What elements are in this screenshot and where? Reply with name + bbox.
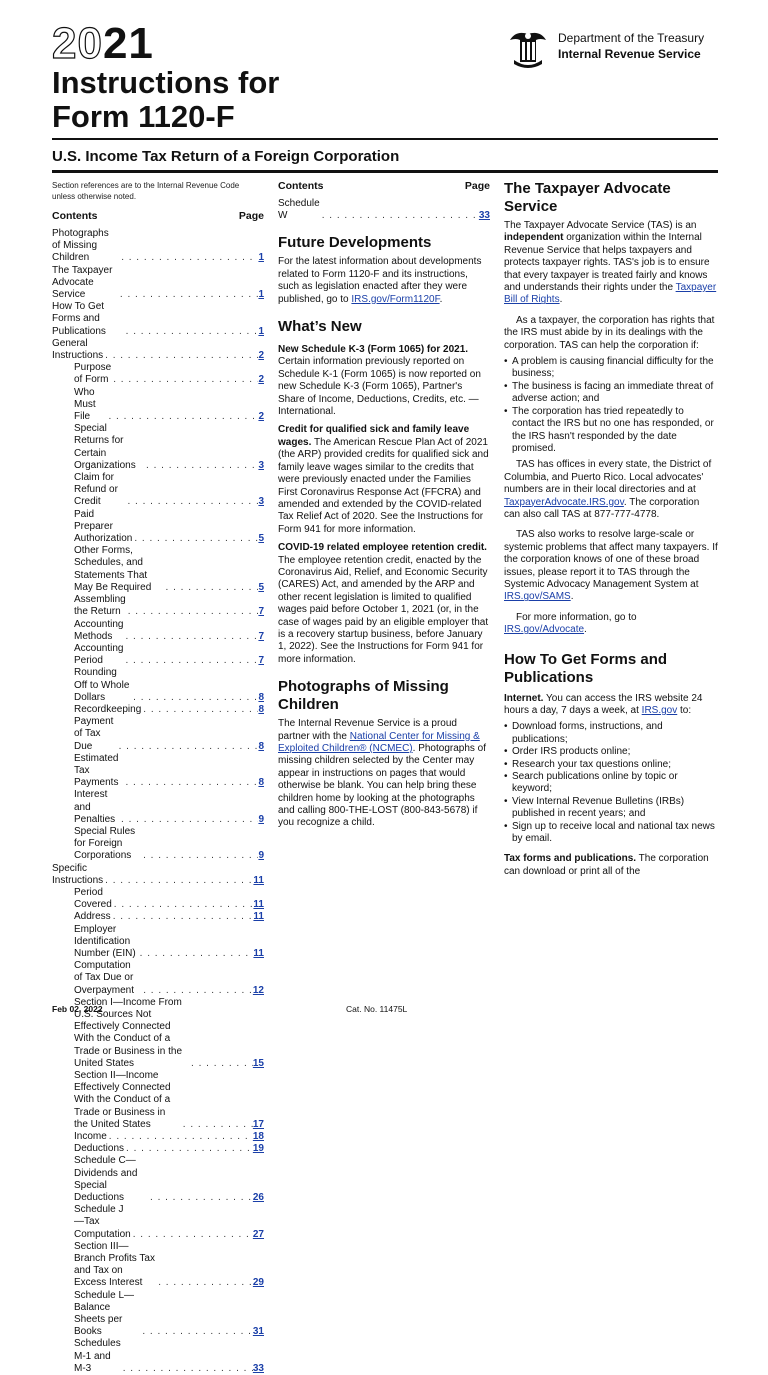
service-name: Internal Revenue Service — [558, 47, 701, 61]
toc-entry[interactable] — [52, 338, 264, 362]
toc-entry-label: Accounting Methods — [74, 618, 124, 642]
toc-entry-label: Section III—Branch Profits Tax and Tax on Excess Interest — [74, 1240, 155, 1289]
ncmec-link[interactable]: National Center for Missing & Exploited Children® (NCMEC) — [278, 730, 480, 754]
toc-page-link[interactable]: 5 — [258, 533, 264, 545]
toc-header: Contents Page — [52, 210, 264, 222]
leader-dots — [103, 875, 253, 887]
leader-dots — [156, 1277, 253, 1289]
toc-entry-label: Photographs of Missing Children — [52, 228, 109, 264]
column-middle — [278, 180, 490, 834]
footer-date: Feb 02, 2022 — [52, 1004, 103, 1014]
toc-page-link[interactable]: 29 — [252, 1277, 264, 1289]
toc-page-link[interactable]: 33 — [478, 210, 490, 222]
toc-entry-label: Income — [74, 1131, 107, 1143]
toc-entry[interactable] — [52, 472, 264, 509]
heading-taxpayer-advocate: The Taxpayer Advocate Service — [504, 180, 671, 215]
toc-entry-label: Schedule L—Balance Sheets per Books — [74, 1289, 135, 1338]
list-item: • A problem is causing financial difficulty for the business; — [504, 356, 718, 381]
toc-page-link[interactable]: 31 — [252, 1326, 264, 1338]
heading-get-forms: How To Get Forms and Publications — [504, 650, 668, 686]
leader-dots — [320, 210, 479, 222]
toc-page-link[interactable]: 9 — [258, 850, 264, 862]
toc-entry-label: Period Covered — [74, 886, 112, 911]
toc-page-link[interactable]: 2 — [258, 350, 264, 362]
list-item: • Search publications online by topic or keyword; — [504, 771, 718, 796]
toc-entry-label: Employer Identification Number (EIN) — [74, 923, 136, 959]
toc-header: Contents Page — [278, 180, 490, 192]
toc-entry[interactable] — [52, 509, 264, 546]
leader-dots — [132, 533, 258, 545]
toc-page-link[interactable]: 8 — [258, 740, 264, 752]
list-item: • Order IRS products online; — [504, 746, 718, 758]
toc-page-link[interactable]: 19 — [252, 1143, 264, 1155]
toc-entry-label: Special Returns for Certain Organizations — [74, 423, 136, 471]
toc-page-link[interactable]: 7 — [258, 606, 264, 618]
leader-dots — [140, 1326, 253, 1338]
toc-page-link[interactable]: 17 — [252, 1118, 264, 1130]
page-title: Instructions for Form 1120-F — [52, 65, 280, 134]
toc-entry[interactable] — [52, 887, 264, 911]
toc-entry[interactable] — [52, 619, 264, 643]
tas-paragraph: The Taxpayer Advocate Service (TAS) is an independent organization within the Internal Revenue Service that helps taxpayers and protects taxpayer rights. TAS's job is to ensure that every taxpayer is treated fairly and knows and understands their rights under the Taxpayer Bill of Rights. — [504, 220, 717, 306]
list-item: • Sign up to receive local and national tax news by email. — [504, 821, 718, 846]
toc-entry[interactable] — [52, 228, 264, 265]
tas-paragraph: As a taxpayer, the corporation has rights that the IRS must abide by in its dealings with the corporation. TAS can help the corporation if: — [504, 314, 715, 351]
column-contents — [52, 180, 264, 1375]
leader-dots — [107, 411, 259, 423]
toc-entry-label: Claim for Refund or Credit — [74, 472, 118, 508]
toc-page-link[interactable]: 1 — [258, 325, 264, 337]
whats-new-item: Credit for qualified sick and family leave wages. The American Rescue Plan Act of 2021 (the ARP) provided credits for qualified sick and family leave wages similar to the credits that were previously enacted under the Families First Coronavirus Response Act (FFCRA) and amended and extended by the COVID-related Tax Relief Act of 2020. See the Instructions for Form 941 for more information. — [278, 424, 489, 535]
toc-entry[interactable] — [52, 704, 264, 716]
toc-entry-label: Who Must File — [74, 386, 96, 423]
toc-entry[interactable] — [52, 594, 264, 618]
dept-name: Department of the Treasury — [558, 31, 705, 45]
toc-entry[interactable] — [52, 265, 264, 302]
toc-entry[interactable] — [52, 301, 264, 338]
catalog-number: Cat. No. 11475L — [346, 1004, 408, 1014]
leader-dots — [138, 948, 254, 960]
tas-paragraph: TAS has offices in every state, the District of Columbia, and Puerto Rico. Local advocates' numbers are in their local directories and at TaxpayerAdvocate.IRS.gov. The corporation can also call TAS at 877-777-4778. — [504, 459, 712, 520]
toc-entry[interactable] — [52, 753, 264, 790]
toc-entry-label: Special Rules for Foreign Corporations — [74, 825, 136, 862]
irs-gov-link[interactable]: IRS.gov — [641, 705, 678, 716]
leader-dots — [103, 350, 258, 362]
toc-page-link[interactable]: 3 — [258, 459, 264, 471]
toc-page-link[interactable]: 8 — [258, 703, 264, 715]
toc-entry-label: Interest and Penalties — [74, 789, 116, 825]
toc-entry-label: Assembling the Return — [74, 594, 126, 618]
toc-page-link[interactable]: 1 — [258, 252, 264, 264]
toc-entry[interactable] — [52, 667, 264, 704]
toc-entry-label: Schedules M-1 and M-3 — [74, 1338, 121, 1374]
leader-dots — [117, 741, 259, 753]
toc-entry-label: Purpose of Form — [74, 362, 112, 386]
form1120f-link[interactable]: IRS.gov/Form1120F — [351, 293, 440, 305]
forms-paragraph: Internet. You can access the IRS website 24 hours a day, 7 days a week, at IRS.gov to: — [504, 692, 703, 716]
toc-entry[interactable] — [52, 1241, 264, 1290]
toc-entry[interactable] — [52, 826, 264, 863]
forms-list — [504, 721, 718, 845]
toc-entry[interactable] — [52, 1070, 264, 1131]
whats-new-item: New Schedule K-3 (Form 1065) for 2021. Certain information previously reported on Schedule K-1 (Form 1065) is now reported on new Schedule K-3 (Form 1065), Partner's Share of Income, Deductions, Credits, etc. — International. — [278, 344, 481, 418]
toc-entry[interactable] — [52, 960, 264, 997]
toc-entry[interactable] — [52, 1143, 264, 1155]
toc-entry[interactable] — [52, 545, 264, 594]
leader-dots — [181, 1119, 253, 1131]
whats-new-item: COVID-19 related employee retention credit. The employee retention credit, enacted by the Coronavirus Aid, Relief, and Economic Security (CARES) Act, and amended by the ARP and other recent legislation is limited to qualified wages paid before October 1, 2021 (or, in the case of wages paid by an eligible employer that is a recovery startup business, before January 1, 2022). See the Instructions for Form 941 for more information. — [278, 542, 489, 665]
leader-dots — [124, 1143, 253, 1155]
toc-entry[interactable] — [52, 716, 264, 753]
list-item: • View Internal Revenue Bulletins (IRBs) published in recent years; and — [504, 796, 718, 821]
table-of-contents-cont — [278, 198, 490, 222]
toc-entry[interactable] — [52, 911, 264, 923]
leader-dots — [121, 1363, 253, 1375]
toc-page-link[interactable]: 7 — [258, 655, 264, 667]
leader-dots — [111, 374, 258, 386]
toc-page-link[interactable]: 15 — [252, 1057, 264, 1069]
toc-entry-label: Recordkeeping — [74, 703, 142, 715]
leader-dots — [125, 496, 258, 508]
taxpayer-bill-of-rights-link[interactable]: Taxpayer Bill of Rights — [504, 282, 717, 306]
future-paragraph: For the latest information about developments related to Form 1120-F and its instructions, such as legislation enacted after they were published, go to IRS.gov/Form1120F. — [278, 256, 482, 305]
toc-entry[interactable] — [52, 1155, 264, 1204]
toc-page-link[interactable]: 11 — [253, 874, 264, 886]
toc-entry-label: Specific Instructions — [52, 862, 104, 886]
toc-entry-label: Accounting Period — [74, 642, 124, 667]
toc-entry[interactable] — [52, 789, 264, 826]
leader-dots — [118, 289, 259, 301]
divider — [52, 138, 718, 140]
toc-entry-label: Paid Preparer Authorization — [74, 508, 133, 545]
toc-page-link[interactable]: 5 — [258, 581, 264, 593]
toc-entry-label: Estimated Tax Payments — [74, 752, 119, 789]
toc-entry-label: Section II—Income Effectively Connected With the Conduct of a Trade or Business in the United States — [74, 1070, 171, 1130]
missing-children-paragraph: The Internal Revenue Service is a proud partner with the National Center for Missing & Exploited Children® (NCMEC). Photographs of missing children selected by the Center may appear in instructions on pages that would otherwise be blank. You can help bring these children home by looking at the photographs and calling 800-THE-LOST (800-843-5678) if you recognize a child. — [278, 718, 487, 829]
heading-missing-children: Photographs of Missing Children — [278, 678, 449, 714]
irs-header — [506, 26, 718, 70]
toc-entry-label: General Instructions — [52, 337, 104, 362]
toc-page-link[interactable]: 2 — [258, 374, 264, 386]
leader-dots — [124, 326, 259, 338]
toc-entry[interactable] — [52, 423, 264, 472]
toc-entry[interactable] — [52, 387, 264, 424]
toc-entry-label: Computation of Tax Due or Overpayment — [74, 960, 135, 996]
toc-entry[interactable] — [52, 1204, 264, 1241]
forms-paragraph: Tax forms and publications. The corporation can download or print all of the — [504, 853, 709, 877]
form-year: 2021 — [52, 19, 154, 68]
toc-entry-label: How To Get Forms and Publications — [52, 301, 106, 337]
tas-list — [504, 356, 718, 455]
toc-entry-label: Other Forms, Schedules, and Statements That May Be Required — [74, 545, 152, 593]
toc-entry-label: Schedule J—Tax Computation — [74, 1204, 131, 1240]
tas-paragraph: TAS also works to resolve large-scale or systemic problems that affect many taxpayers. If the corporation knows of one of these broad issues, please report it to TAS through the Systemic Advocacy Management System at IRS.gov/SAMS. — [504, 529, 718, 603]
leader-dots — [119, 814, 258, 826]
heading-whats-new: What’s New — [278, 318, 362, 336]
toc-entry[interactable] — [52, 1131, 264, 1143]
toc-page-link[interactable]: 7 — [258, 630, 264, 642]
toc-page-link[interactable]: 18 — [252, 1131, 264, 1143]
toc-page-link[interactable]: 11 — [253, 899, 264, 911]
toc-entry[interactable] — [52, 1290, 264, 1339]
toc-entry-label: Section I—Income From U.S. Sources Not Effectively Connected With the Conduct of a Trade or Business in the United States — [74, 996, 183, 1069]
leader-dots — [119, 252, 258, 264]
toc-page-link[interactable]: 2 — [258, 411, 264, 423]
list-item: • The business is facing an immediate threat of adverse action; and — [504, 381, 718, 406]
toc-entry-label: Payment of Tax Due — [74, 716, 114, 752]
toc-entry-label: Rounding Off to Whole Dollars — [74, 667, 130, 703]
toc-page-link[interactable]: 11 — [253, 947, 264, 959]
toc-entry-label: Deductions — [74, 1143, 125, 1155]
toc-entry-label: Schedule W — [278, 198, 320, 222]
list-item: • Download forms, instructions, and publications; — [504, 721, 718, 746]
tas-paragraph: For more information, go to IRS.gov/Advocate. — [504, 611, 637, 636]
leader-dots — [107, 1131, 253, 1143]
column-right — [504, 180, 718, 882]
toc-entry[interactable] — [52, 643, 264, 667]
toc-entry-label: The Taxpayer Advocate Service — [52, 264, 113, 301]
page-subtitle: U.S. Income Tax Return of a Foreign Corporation — [52, 148, 400, 165]
toc-page-link[interactable]: 1 — [258, 289, 264, 301]
divider — [52, 170, 718, 173]
toc-entry[interactable] — [52, 863, 264, 887]
leader-dots — [189, 1058, 253, 1070]
list-item: • Research your tax questions online; — [504, 759, 718, 771]
leader-dots — [141, 985, 253, 997]
toc-page-link[interactable]: 3 — [258, 496, 264, 508]
toc-page-link[interactable]: 33 — [252, 1362, 264, 1374]
toc-page-link[interactable]: 9 — [258, 813, 264, 825]
toc-entry[interactable] — [52, 362, 264, 386]
advocate-link[interactable]: IRS.gov/Advocate — [504, 624, 585, 636]
toc-page-link[interactable]: 8 — [258, 691, 264, 703]
leader-dots — [148, 1192, 253, 1204]
toc-entry[interactable] — [278, 198, 490, 222]
leader-dots — [123, 631, 258, 643]
sams-link[interactable]: IRS.gov/SAMS — [504, 591, 571, 603]
leader-dots — [144, 460, 258, 472]
leader-dots — [112, 899, 254, 911]
toc-page-link[interactable]: 12 — [252, 984, 264, 996]
leader-dots — [141, 704, 258, 716]
toc-entry[interactable] — [52, 1338, 264, 1375]
leader-dots — [131, 692, 258, 704]
leader-dots — [123, 655, 258, 667]
taxpayer-advocate-link[interactable]: TaxpayerAdvocate.IRS.gov — [504, 496, 624, 508]
heading-future-developments: Future Developments — [278, 234, 432, 252]
toc-entry-label: Schedule C—Dividends and Special Deductions — [74, 1155, 138, 1204]
leader-dots — [164, 582, 259, 594]
leader-dots — [123, 777, 258, 789]
toc-page-link[interactable]: 26 — [252, 1192, 264, 1204]
leader-dots — [111, 911, 254, 923]
leader-dots — [141, 850, 258, 862]
list-item: • The corporation has tried repeatedly to contact the IRS but no one has responded, or the IRS hasn't responded by the date promised. — [504, 406, 718, 456]
toc-entry[interactable] — [52, 924, 264, 961]
table-of-contents — [52, 228, 264, 1375]
toc-entry-label: Address — [74, 911, 111, 923]
toc-page-link[interactable]: 11 — [253, 911, 264, 923]
leader-dots — [131, 1229, 253, 1241]
toc-page-link[interactable]: 8 — [258, 777, 264, 789]
toc-page-link[interactable]: 27 — [252, 1228, 264, 1240]
section-note: Section references are to the Internal Revenue Code unless otherwise noted. — [52, 181, 240, 201]
irs-eagle-logo-icon — [506, 26, 550, 70]
leader-dots — [126, 606, 259, 618]
